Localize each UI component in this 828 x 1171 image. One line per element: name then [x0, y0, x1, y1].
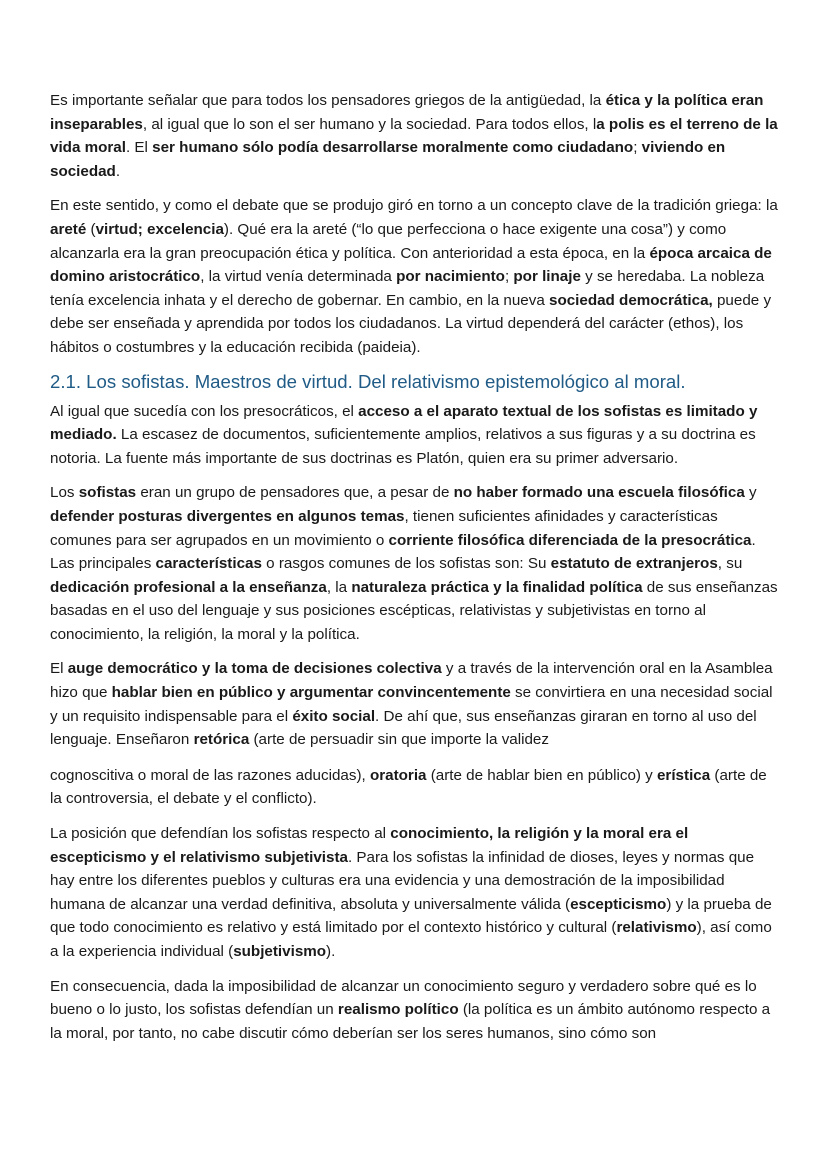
text-run: y: [744, 484, 757, 502]
bold-text-run: auge democrático y la toma de decisiones colectiva: [67, 660, 442, 678]
text-run: , tienen suficientes afinidades y características comunes para ser agrupados en un movimiento o: [50, 507, 718, 549]
bold-text-run: realismo político: [337, 1001, 459, 1019]
bold-text-run: escepticismo: [570, 895, 667, 913]
paragraph-intro-ethics-politics: [50, 89, 778, 183]
section-heading-sofistas: 2.1. Los sofistas. Maestros de virtud. Del relativismo epistemológico al moral.: [50, 370, 686, 392]
text-run: ;: [633, 139, 642, 157]
bold-text-run: ética y la política eran inseparables: [50, 92, 764, 133]
bold-text-run: corriente filosófica diferenciada de la presocrática: [388, 531, 752, 549]
bold-text-run: a polis es el terreno de la vida moral: [50, 115, 778, 157]
text-run: (arte de la controversia, el debate y el conflicto).: [50, 766, 767, 808]
text-run: y a través de la intervención oral en la Asamblea hizo que: [50, 660, 773, 702]
bold-text-run: defender posturas divergentes en algunos temas: [50, 507, 405, 525]
text-run: . Para los sofistas la infinidad de dioses, leyes y normas que hay entre los diferentes pueblos y culturas era una evidencia y una demostración de la imposibilidad humana de alcanzar una verdad definitiva, absoluta y universalmente válida (: [50, 848, 755, 913]
bold-text-run: erística: [656, 766, 711, 784]
bold-text-run: acceso a el aparato textual de los sofistas es limitado y mediado.: [50, 402, 758, 444]
text-run: El: [50, 660, 68, 678]
text-run: , al igual que lo son el ser humano y la sociedad. Para todos ellos, l: [142, 115, 597, 133]
bold-text-run: sociedad democrática,: [549, 291, 713, 309]
text-run: (arte de persuadir sin que importe la validez: [249, 731, 549, 749]
bold-text-run: por linaje: [513, 268, 581, 286]
text-run: Al igual que sucedía con los presocráticos, el: [50, 402, 359, 420]
text-run: , la: [326, 578, 352, 596]
text-run: , su: [717, 555, 743, 573]
bold-text-run: hablar bien en público y argumentar convincentemente: [111, 684, 511, 702]
text-run: .: [115, 162, 121, 180]
text-run: ), así como a la experiencia individual (: [50, 919, 772, 960]
text-run: Los: [50, 484, 79, 502]
paragraph-textual-access: [50, 400, 778, 471]
text-run: (la política es un ámbito autónomo respecto a la moral, por tanto, no cabe discutir cómo deberían ser los seres humanos, sino cómo son: [50, 1001, 771, 1042]
text-run: . El: [125, 139, 153, 157]
paragraph-democratic-rise: [50, 657, 778, 751]
text-run: ) y la prueba de que todo conocimiento es relativo y está limitado por el contexto histórico y cultural (: [50, 895, 772, 937]
text-run: eran un grupo de pensadores que, a pesar de: [136, 484, 454, 502]
bold-text-run: subjetivismo: [233, 943, 327, 960]
text-run: En consecuencia, dada la imposibilidad de alcanzar un conocimiento seguro y verdadero sobre qué es lo bueno o lo justo, los sofistas defendían un: [50, 977, 757, 1019]
text-run: se convirtiera en una necesidad social y un requisito indispensable para el: [50, 684, 773, 725]
text-run: o rasgos comunes de los sofistas son: Su: [261, 555, 551, 573]
text-run: ;: [504, 268, 514, 286]
text-run: puede y debe ser enseñada y aprendida por todos los ciudadanos. La virtud dependerá del carácter (ethos), los hábitos o costumbres y la educación recibida (paideia).: [50, 291, 772, 356]
bold-text-run: estatuto de extranjeros: [550, 555, 718, 573]
bold-text-run: retórica: [193, 731, 250, 749]
text-run: y se heredaba. La nobleza tenía excelencia inhata y el derecho de gobernar. En cambio, en la nueva: [50, 268, 765, 309]
bold-text-run: características: [155, 555, 262, 573]
text-run: ).: [326, 943, 336, 960]
page-break-gap: [50, 752, 778, 764]
text-run: (: [86, 220, 96, 238]
bold-text-run: naturaleza práctica y la finalidad política: [351, 578, 643, 596]
bold-text-run: viviendo en sociedad: [50, 139, 726, 180]
text-run: En este sentido, y como el debate que se produjo giró en torno a un concepto clave de la tradición griega: la: [50, 197, 778, 215]
paragraph-skepticism-relativism: [50, 822, 778, 964]
text-run: . Las principales: [50, 531, 756, 573]
bold-text-run: conocimiento, la religión y la moral era el escepticismo y el relativismo subjetivista: [50, 825, 689, 866]
bold-text-run: relativismo: [616, 919, 697, 937]
text-run: de sus enseñanzas basadas en el uso del lenguaje y sus posiciones escépticas, relativistas y subjetivistas en torno al conocimiento, la religión, la moral y la política.: [50, 578, 778, 643]
text-run: ). Qué era la areté (“lo que perfecciona o hace exigente una cosa”) y como alcanzarla era la gran preocupación ética y política. Con anterioridad a esta época, en la: [50, 220, 727, 262]
bold-text-run: oratoria: [369, 766, 427, 784]
text-run: . De ahí que, sus enseñanzas giraran en torno al uso del lenguaje. Enseñaron: [50, 707, 757, 749]
paragraph-arete: [50, 194, 778, 359]
paragraph-sofistas-characteristics: [50, 481, 778, 646]
text-run: cognoscitiva o moral de las razones aducidas),: [50, 766, 370, 784]
text-run: La posición que defendían los sofistas respecto al: [50, 825, 391, 843]
text-run: Es importante señalar que para todos los pensadores griegos de la antigüedad, la: [50, 92, 606, 109]
document-body: [50, 89, 778, 1045]
bold-text-run: dedicación profesional a la enseñanza: [50, 578, 327, 596]
bold-text-run: virtud; excelencia: [95, 220, 224, 238]
text-run: (arte de hablar bien en público) y: [426, 766, 657, 784]
text-run: La escasez de documentos, suficientemente amplios, relativos a sus figuras y a su doctrina es notoria. La fuente más importante de sus doctrinas es Platón, quien era su primer adversario.: [50, 426, 756, 467]
text-run: , la virtud venía determinada: [200, 268, 397, 286]
bold-text-run: éxito social: [292, 707, 376, 725]
bold-text-run: época arcaica de domino aristocrático: [50, 244, 772, 286]
bold-text-run: areté: [50, 220, 87, 238]
bold-text-run: ser humano sólo podía desarrollarse moralmente como ciudadano: [152, 139, 634, 157]
paragraph-political-realism: [50, 975, 778, 1046]
bold-text-run: sofistas: [78, 484, 137, 502]
paragraph-oratoria-eristica: [50, 764, 778, 811]
bold-text-run: por nacimiento: [396, 268, 505, 286]
bold-text-run: no haber formado una escuela filosófica: [453, 484, 745, 502]
